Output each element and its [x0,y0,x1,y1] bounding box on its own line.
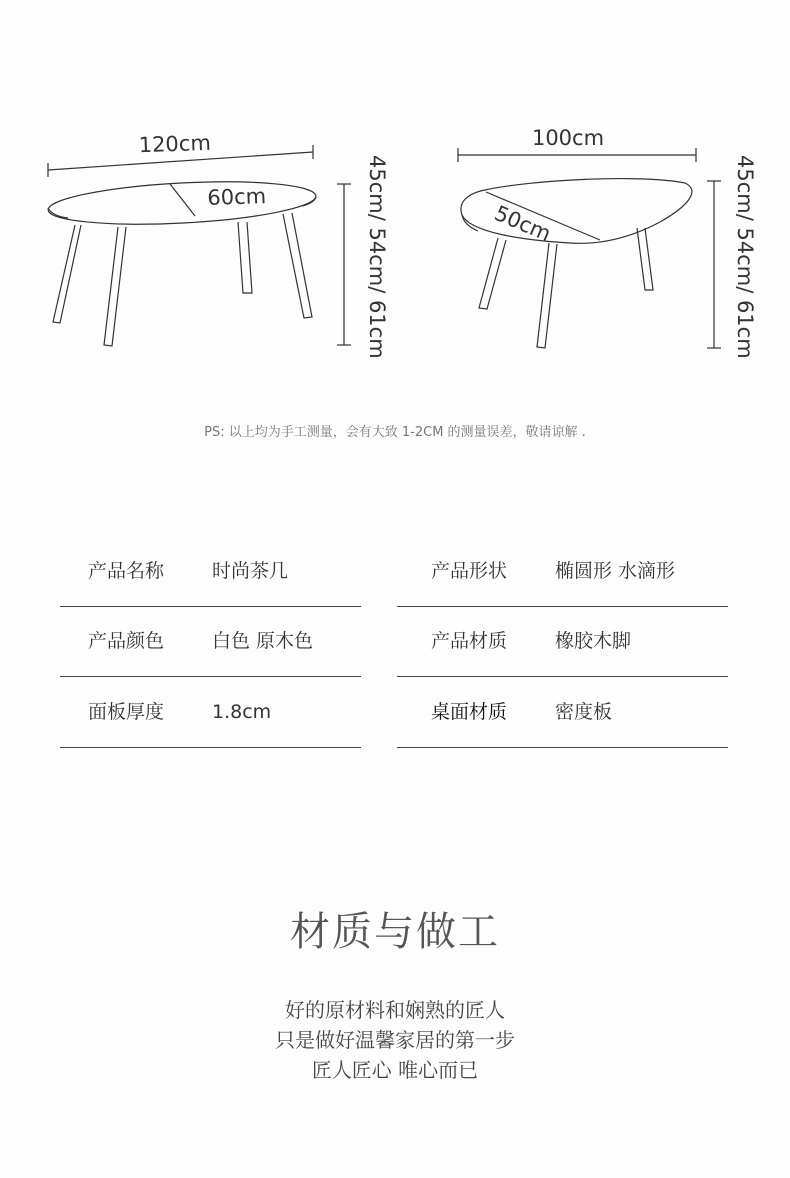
drop-width-label: 50cm [491,201,555,247]
spec-row-material [397,606,728,677]
spec-value: 椭圆形 水滴形 [555,560,676,582]
spec-value: 1.8cm [212,701,272,723]
section-title: 材质与做工 [290,909,500,955]
spec-label: 桌面材质 [431,701,508,723]
spec-value: 时尚茶几 [212,560,289,582]
product-dimension-diagram [0,0,790,400]
drop-table-drawing [458,148,721,348]
oval-width-label: 60cm [206,183,267,211]
oval-height-label: 45cm/ 54cm/ 61cm [365,155,389,359]
spec-label: 面板厚度 [88,701,165,723]
spec-row-color [60,606,361,677]
tagline-line-3: 匠人匠心 唯心而已 [311,1058,479,1082]
tagline-line-2: 只是做好温馨家居的第一步 [275,1028,515,1052]
spec-row-top-material [397,677,728,748]
spec-label: 产品材质 [431,630,508,652]
spec-row-thickness [60,677,361,748]
measurement-note: PS: 以上均为手工测量，会有大致 1-2CM 的测量误差，敬请谅解 . [204,425,586,440]
drop-height-label: 45cm/ 54cm/ 61cm [733,155,757,359]
oval-table-drawing [47,145,351,346]
tagline-line-1: 好的原材料和娴熟的匠人 [285,998,505,1022]
drop-length-label: 100cm [531,126,605,150]
spec-label: 产品名称 [88,560,165,582]
spec-row-name [60,536,361,607]
spec-value: 橡胶木脚 [555,630,632,652]
spec-row-shape [397,536,728,607]
spec-value: 密度板 [555,701,613,723]
spec-label: 产品形状 [431,560,508,582]
oval-length-label: 120cm [138,130,212,158]
spec-value: 白色 原木色 [212,630,314,652]
spec-label: 产品颜色 [88,630,165,652]
